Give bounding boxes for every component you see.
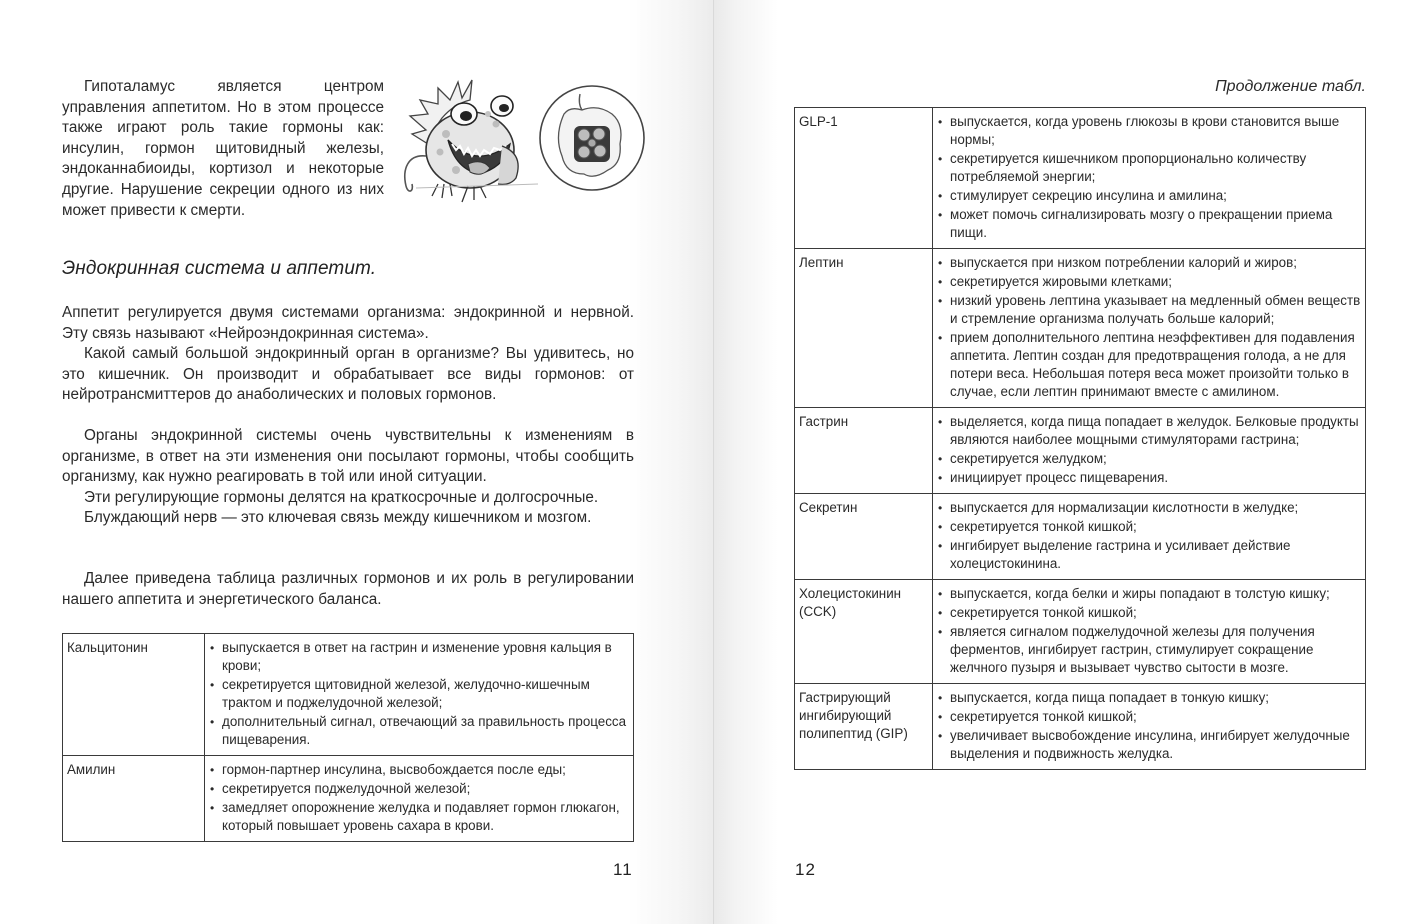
list-item: • секретируется тонкой кишкой;: [937, 518, 1361, 536]
illustrations: [398, 74, 646, 206]
hormone-description: [933, 108, 1366, 249]
hormone-name: Гастрин: [795, 408, 933, 494]
list-item: • гормон-партнер инсулина, высвобождается после еды;: [209, 761, 629, 779]
hormone-name: Гастрирующий ингибирующий полипептид (GIP): [795, 684, 933, 770]
paragraph-table-intro: Далее приведена таблица различных гормонов и их роль в регулировании нашего аппетита и энергетического баланса.: [62, 570, 634, 608]
hormone-table-left: [62, 633, 634, 842]
hormone-table-right: [794, 107, 1366, 770]
hormone-description: [933, 408, 1366, 494]
list-item: • замедляет опорожнение желудка и подавляет гормон глюкагон, который повышает уровень сахара в крови.: [209, 799, 629, 835]
monster-illustration: [398, 74, 646, 206]
list-item: • секретируется щитовидной железой, желудочно-кишечным трактом и поджелудочной железой;: [209, 676, 629, 712]
hormone-name: Лептин: [795, 249, 933, 408]
list-item: • секретируется желудком;: [937, 450, 1361, 468]
hormone-description: [933, 684, 1366, 770]
table-row: [795, 494, 1366, 580]
table-row: [63, 634, 634, 756]
list-item: • секретируется тонкой кишкой;: [937, 604, 1361, 622]
hormone-description: [933, 494, 1366, 580]
hormone-description: [933, 249, 1366, 408]
list-item: • прием дополнительного лептина неэффективен для подавления аппетита. Лептин создан для предотвращения голода, а не для потери веса. Небольшая потеря веса может произойти только в случае, если лептин принимают вместе с амилином.: [937, 329, 1361, 401]
intro-paragraph: Гипоталамус является центром управления аппетитом. Но в этом процессе также играют роль такие гормоны как: инсулин, гормон щитовидный железы, эндоканнабиоиды, кортизол и некоторые другие. Нарушение секреции одного из них может привести к смерти.: [62, 78, 384, 219]
page-number-right: 12: [795, 860, 816, 879]
list-item: • низкий уровень лептина указывает на медленный обмен веществ и стремление организма получать больше калорий;: [937, 292, 1361, 328]
list-item: • выпускается для нормализации кислотности в желудке;: [937, 499, 1361, 517]
body-block-1: [62, 303, 634, 406]
table-row: [795, 684, 1366, 770]
hormone-name: Кальцитонин: [63, 634, 205, 756]
book-spine: [713, 0, 714, 924]
list-item: • выпускается, когда белки и жиры попадают в толстую кишку;: [937, 585, 1361, 603]
hormone-name: GLP-1: [795, 108, 933, 249]
list-item: • стимулирует секрецию инсулина и амилина;: [937, 187, 1361, 205]
paragraph-endocrine-organs: Органы эндокринной системы очень чувствительны к изменениям в организме, в ответ на эти изменения они посылают гормоны, чтобы сообщить организму, как нужно реагировать в той или иной ситуации.: [62, 427, 634, 486]
table-continuation-label: Продолжение табл.: [1215, 78, 1366, 95]
hormone-name: Холецистокинин (CCK): [795, 580, 933, 684]
paragraph-vagus-nerve: Блуждающий нерв — это ключевая связь между кишечником и мозгом.: [84, 509, 592, 527]
table-row: [795, 408, 1366, 494]
hormone-description: [205, 756, 634, 842]
list-item: • может помочь сигнализировать мозгу о прекращении приема пищи.: [937, 206, 1361, 242]
paragraph-hormone-types: Эти регулирующие гормоны делятся на краткосрочные и долгосрочные.: [84, 488, 599, 506]
list-item: • выпускается в ответ на гастрин и изменение уровня кальция в крови;: [209, 639, 629, 675]
list-item: • выпускается, когда уровень глюкозы в крови становится выше нормы;: [937, 113, 1361, 149]
hormone-name: Амилин: [63, 756, 205, 842]
body-block-2: [62, 426, 634, 529]
list-item: • выделяется, когда пища попадает в желудок. Белковые продукты являются наиболее мощными стимуляторами гастрина;: [937, 413, 1361, 449]
list-item: • секретируется поджелудочной железой;: [209, 780, 629, 798]
table-row: [795, 580, 1366, 684]
list-item: • дополнительный сигнал, отвечающий за правильность процесса пищеварения.: [209, 713, 629, 749]
section-heading: Эндокринная система и аппетит.: [62, 258, 377, 279]
table-row: [795, 249, 1366, 408]
hormone-description: [205, 634, 634, 756]
page-number-left: 11: [613, 860, 633, 879]
table-row: [795, 108, 1366, 249]
table-row: [63, 756, 634, 842]
paragraph-largest-organ: Какой самый большой эндокринный орган в организме? Вы удивитесь, но это кишечник. Он производит и обрабатывает все виды гормонов: от нейротрансмиттеров до анаболических и половых гормонов.: [62, 345, 634, 404]
list-item: • секретируется жировыми клетками;: [937, 273, 1361, 291]
list-item: • выпускается при низком потреблении калорий и жиров;: [937, 254, 1361, 272]
list-item: • является сигналом поджелудочной железы для получения ферментов, ингибирует гастрин, стимулирует сокращение желчного пузыря и вызывает чувство сытости в мозге.: [937, 623, 1361, 677]
hormone-description: [933, 580, 1366, 684]
list-item: • выпускается, когда пища попадает в тонкую кишку;: [937, 689, 1361, 707]
list-item: • инициирует процесс пищеварения.: [937, 469, 1361, 487]
intestine-circle-illustration: [540, 86, 644, 190]
list-item: • секретируется тонкой кишкой;: [937, 708, 1361, 726]
paragraph-appetite-systems: Аппетит регулируется двумя системами организма: эндокринной и нервной. Эту связь называют «Нейроэндокринная система».: [62, 304, 634, 342]
body-block-3: [62, 569, 634, 610]
list-item: • секретируется кишечником пропорционально количеству потребляемой энергии;: [937, 150, 1361, 186]
list-item: • ингибирует выделение гастрина и усиливает действие холецистокинина.: [937, 537, 1361, 573]
hormone-name: Секретин: [795, 494, 933, 580]
list-item: • увеличивает высвобождение инсулина, ингибирует желудочные выделения и подвижность желудка.: [937, 727, 1361, 763]
